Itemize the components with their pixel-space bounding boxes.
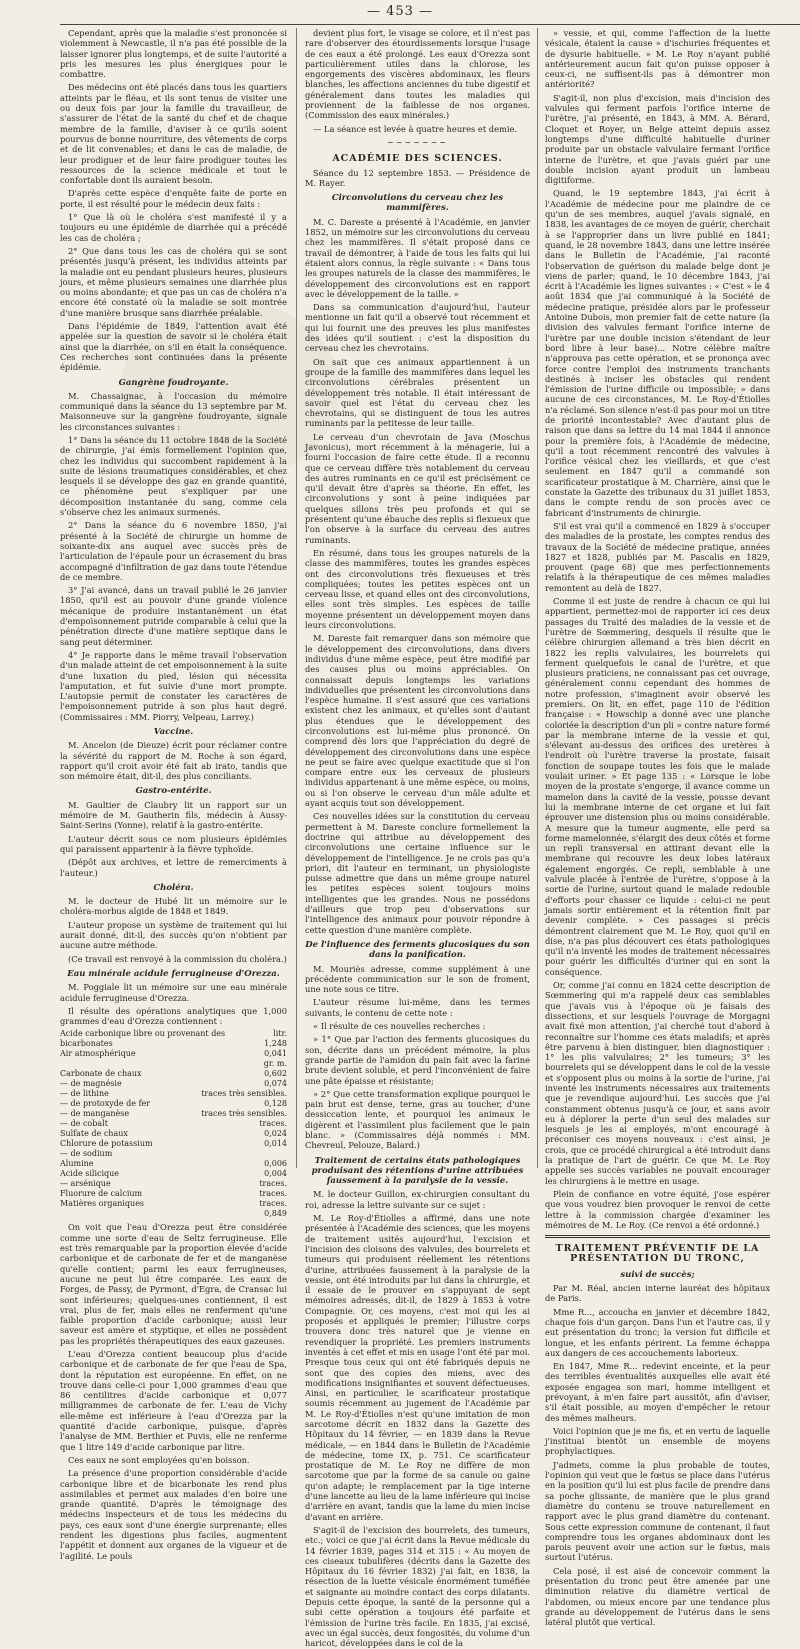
table-cell-value: litr.: [273, 1029, 287, 1039]
table-row: [60, 1049, 287, 1059]
column-left: [60, 28, 287, 1561]
table-cell-value: traces.: [259, 1199, 287, 1209]
paragraph: 1° Que là où le choléra s'est manifesté il y a toujours eu une épidémie de diarrhée qui a précédé les cas de choléra ;: [60, 212, 287, 243]
paragraph: Comme il est juste de rendre à chacun ce qui lui appartient, permettez-moi de rapporter ici ces deux passages du Traité des maladies de la vessie et de l'urètre de Sœmmering, desquels il résulte que le célèbre chirurgien allemand a très bien décrit en 1822 les replis valvulaires, les bourrelets qui ferment quelquefois le canal de l'urètre, et que plusieurs praticiens, ne connaissant pas cet ouvrage, généralement connu cependant des hommes de notre profession, s'imaginent avoir observé les premiers. On lit, en effet, page 110 de l'édition française : « Howschip a donné avec une planche coloriée la description d'un pli » contre nature formé par la membrane interne de la vessie et qui, s'élevant au-dessus des orifices des uretères à l'endroit où l'urètre traverse la prostate, faisait fonction de soupape toutes les fois que le malade voulait uriner. » Et page 135 : « Lorsque le lobe moyen de la prostate s'engorge, il avance comme un mamelon dans la cavité de la vessie, pousse devant lui la membrane interne de cet organe et lui fait éprouver une distension plus ou moins considérable. A mesure que la tumeur augmente, elle perd sa forme mamelonnée, s'élargit des deux côtés et forme un repli transversal en attirant devant elle la membrane qui recouvre les deux lobes latéraux également engorgés. Ce repli, semblable à une valvule placée à l'entrée de l'urètre, s'oppose à la sortie de l'urine, surtout quand le malade redouble d'efforts pour chasser ce liquide : celui-ci ne peut jamais sortir entièrement et la rétention finit par devenir complète. » Ces passages si précis démontrent clairement que M. Le Roy, quoi qu'il en dise, n'a pas plus découvert ces états pathologiques qu'il n'a inventé les modes de traitement nécessaires pour guérir les difficultés d'uriner qui en sont la conséquence.: [545, 596, 770, 977]
paragraph: M. Gaultier de Claubry lit un rapport sur un mémoire de M. Gautherin fils, médecin à Aussy-Saint-Serins (Yonne), relatif à la gastro-entérite.: [60, 799, 287, 831]
header-rule: [60, 24, 800, 25]
paragraph: S'agit-il de l'excision des bourrelets, des tumeurs, etc.; voici ce que j'ai écrit dans la Revue médicale du 14 février 1839, pages 314 et 315 : « Au moyen de ces ciseaux tubulifères (décrits dans la Gazette des Hôpitaux du 16 février 1832) j'ai fait, en 1838, la résection de la luette vésicale énormément tuméfiée et saignante au moindre contact des corps dilatants. Depuis cette époque, la santé de la personne qui a subi cette opération a toujours été parfaite et l'émission de l'urine très facile. En 1835, j'ai excisé, avec un égal succès, deux fongosités, du volume d'un haricot, développées dans le col de la: [305, 1524, 530, 1649]
page-number: — 453 —: [366, 4, 434, 19]
table-cell-value: gr. m.: [263, 1059, 287, 1069]
paragraph: Ces eaux ne sont employées qu'en boisson.: [68, 1454, 250, 1465]
section-heading-cholera: Choléra.: [153, 882, 194, 893]
paragraph: Cependant, après que la maladie s'est prononcée si violemment à Newcastle, il n'a pas été possible de la laisser ignorer plus longtemps, et de suite l'autorité a pris les mesures les plus énergiques pour le combattre.: [60, 28, 287, 80]
paragraph: M. Mouriès adresse, comme supplément à une précédente communication sur le son de froment, une note sous ce titre.: [305, 963, 530, 995]
table-cell-value: 0,014: [264, 1139, 287, 1149]
table-cell-label: Air atmosphérique: [60, 1049, 136, 1059]
paragraph: devient plus fort, le visage se colore, et il n'est pas rare d'observer des étourdissements lorsque l'usage de ces eaux a été prolongé. Les eaux d'Orezza sont particulièrement utiles dans la chlorose, les engorgements des viscères abdominaux, les fleurs blanches, les affections anciennes du tube digestif et généralement dans toutes les maladies qui proviennent de la faiblesse de nos organes. (Commission des eaux minérales.): [305, 28, 530, 121]
table-row: [60, 1079, 287, 1089]
paragraph: Dans sa communication d'aujourd'hui, l'auteur mentionne un fait qu'il a observé tout récemment et qui lui fournit une des preuves les plus manifestes des idées qu'il soutient : c'est la disposition du cerveau chez les chevrotains.: [305, 302, 530, 354]
session-line: Séance du 12 septembre 1853. — Présidence de M. Rayer.: [305, 167, 530, 188]
paragraph: M. le docteur de Hubé lit un mémoire sur le choléra-morbus algide de 1848 et 1849.: [60, 896, 287, 917]
paragraph: J'admets, comme la plus probable de toutes, l'opinion qui veut que le fœtus se place dans l'utérus en la position qu'il lui est plus facile de prendre dans sa poche glissante, de manière que le plus grand diamètre du contenu se trouve naturellement en rapport avec le plus grand diamètre du contenant. Sous cette expression commune de contenant, il faut comprendre tous les organes abdominaux dont les parois peuvent avoir une action sur le fœtus, mais surtout l'utérus.: [545, 1459, 770, 1563]
section-heading-circonvolutions: Circonvolutions du cerveau chez les mammifères.: [331, 193, 504, 214]
paragraph: Le cerveau d'un chevrotain de Java (Moschus Javonicus), mort récemment à la ménagerie, lui a fourni l'occasion de faire cette étude. Il a reconnu que ce cerveau diffère très notablement du cerveau des autres ruminants en ce qu'il est précisément ce qu'il devait être d'après sa théorie. En effet, les circonvolutions y sont à peine indiquées par quelques sillons très peu profonds et qui se présentent qu'une ébauche des replis si flexueux que l'on observe à la surface du cerveau des autres ruminants.: [305, 431, 530, 545]
table-cell-label: — arsénique: [60, 1179, 111, 1189]
paragraph: En résumé, dans tous les groupes naturels de la classe des mammifères, toutes les grandes espèces ont des circonvolutions très flexueuses et très compliquées; toutes les petites espèces ont un cerveau lisse, et quand elles ont des circonvolutions, elles sont très simples. Les espèces de taille moyenne présentent un développement moyen dans leurs circonvolutions.: [305, 547, 530, 631]
table-cell-label: bicarbonates: [60, 1039, 113, 1049]
table-cell-value: traces.: [259, 1119, 287, 1129]
paragraph: L'auteur résume lui-même, dans les termes suivants, le contenu de cette note :: [305, 997, 530, 1018]
section-heading-vaccine: Vaccine.: [153, 727, 194, 737]
table-cell-label: Carbonate de chaux: [60, 1069, 142, 1079]
paragraph: M. le docteur Guillon, ex-chirurgien consultant du roi, adresse la lettre suivante sur ce sujet :: [305, 1189, 530, 1210]
paragraph: — La séance est levée à quatre heures et demie.: [313, 123, 518, 134]
paragraph: Mme R..., accoucha en janvier et décembre 1842, chaque fois d'un garçon. Dans l'un et l'autre cas, il y eut présentation du tronc; la version fut difficile et longue, et les enfants périrent. La femme échappa aux dangers de ces accouchements laborieux.: [545, 1306, 770, 1358]
paragraph: Quand, le 19 septembre 1843, j'ai écrit à l'Académie de médecine pour me plaindre de ce qu'un de ses membres, auquel j'avais signalé, en 1838, les avantages de ce moyen de guérir, cherchait à se l'approprier dans un livre publié en 1841; quand, le 28 novembre 1843, dans une lettre insérée dans le Bulletin de l'Académie, j'ai raconté l'observation de guérison du malade belge dont je viens de parler; quand, le 10 décembre 1843, j'ai écrit à l'Académie les lignes suivantes : « C'est » le 4 août 1834 que j'ai communiqué à la Société de médecine pratique, présidée alors par le professeur Antoine Dubois, mon premier fait de cette nature (la division des valvules fermant l'orifice interne de l'urètre par une double incision s'étendant de leur bord libre à leur base)... Notre célèbre maître n'approuva pas cette opération, et se prononça avec force contre l'emploi des instruments tranchants destinés à inciser les obstacles qui rendent l'émission de l'urine difficile ou impossible; » dans aucune de ces circonstances, M. Le Roy-d'Étiolles n'a réclamé. Son silence n'est-il pas pour moi un titre de priorité incontestable? Avec d'autant plus de raison que dans sa lettre du 14 mai 1844 il annonce pour la première fois, à l'Académie de médecine, qu'il a tout récemment rencontré des valvules à l'orifice vésical chez les vieillards, et que c'est seulement en 1847 qu'il a commandé son scarificateur prostatique à M. Charrière, ainsi que le constate la Gazette des tribunaux du 31 juillet 1853, dans le compte rendu de son procès avec ce fabricant d'instruments de chirurgie.: [545, 188, 771, 518]
double-rule: [545, 1235, 770, 1238]
table-row: [60, 1089, 287, 1099]
column-middle: [305, 28, 530, 1649]
table-cell-label: Acide silicique: [60, 1169, 120, 1179]
table-cell-value: 0,041: [264, 1049, 287, 1059]
paragraph: Dans l'épidémie de 1849, l'attention avait été appelée sur la question de savoir si le choléra était ainsi que la diarrhée, on s'il en était la conséquence. Ces recherches sont continuées dans la présente épidémie.: [60, 321, 287, 373]
column-divider: [537, 28, 538, 1168]
paragraph: Ces nouvelles idées sur la constitution du cerveau permettent à M. Dareste conclure formellement la doctrine qui attribue au développement des circonvolutions une certaine influence sur le développement de l'intelligence. Je ne crois pas qu'a priori, dit l'auteur en terminant, un physiologiste puisse admettre que dans un même groupe naturel les petites espèces soient toujours moins intelligentes que les grandes. Nous ne possédons d'ailleurs que trop peu d'observations sur l'intelligence des animaux pour pouvoir répondre à cette question d'une manière complète.: [305, 811, 530, 935]
table-row: [60, 1179, 287, 1189]
table-row: [60, 1169, 287, 1179]
paragraph: S'agit-il, non plus d'excision, mais d'incision des valvules qui ferment parfois l'orifice interne de l'urètre, j'ai présenté, en 1843, à MM. A. Bérard, Cloquet et Royer, un Belge atteint depuis assez longtemps d'une difficulté habituelle d'uriner produite par un obstacle valvulaire fermant l'orifice interne de l'urètre, et que j'avais guéri par une double incision ayant produit un lambeau digitiforme.: [545, 92, 770, 186]
paragraph: L'auteur décrit sous ce nom plusieurs épidémies qui paraissent appartenir à la fièvre typhoïde.: [60, 833, 287, 854]
table-cell-value: 0,004: [264, 1169, 287, 1179]
table-cell-value: 0,849: [264, 1209, 287, 1219]
paragraph: 1° Dans la séance du 11 octobre 1848 de la Société de chirurgie, j'ai émis formellement l'opinion que, chez les individus qui succombent rapidement à la suite de lésions traumatiques considérables, et chez lesquels il se développe des gaz en grande quantité, ce phénomène peut s'expliquer par une décomposition instantanée du sang, comme cela s'observe chez les animaux surmenés.: [60, 434, 287, 518]
table-row: [60, 1139, 287, 1149]
paragraph: M. Poggiale lit un mémoire sur une eau minérale acidule ferrugineuse d'Orezza.: [60, 982, 287, 1003]
table-cell-label: — de magnésie: [60, 1079, 122, 1089]
table-cell-value: traces très sensibles.: [201, 1109, 287, 1119]
table-cell-label: — de protoxyde de fer: [60, 1099, 151, 1109]
ornament-divider: ~~~~~~~: [387, 137, 448, 147]
section-heading-ferments: De l'influence des ferments glucosiques du son dans la panification.: [305, 939, 530, 961]
table-cell-label: Fluorure de calcium: [60, 1189, 143, 1199]
paragraph: La présence d'une proportion considérable d'acide carbonique libre et de bicarbonate les rend plus assimilables et permet aux malades d'en boire une grande quantité. D'après le témoignage des médecins inspecteurs et de tous les médecins du pays, ces eaux sont d'une énergie surprenante; elles rendent les digestions plus faciles, augmentent l'appétit et donnent aux organes de la vigueur et de l'agilité. Le pouls: [60, 1468, 287, 1561]
table-cell-label: Sulfate de chaux: [60, 1129, 128, 1139]
paragraph: (Dépôt aux archives, et lettre de remerciments à l'auteur.): [60, 857, 287, 878]
paragraph: Des médecins ont été placés dans tous les quartiers atteints par le fléau, et ils sont tenus de visiter une ou deux fois par jour la famille du travailleur, de s'assurer de l'état de la santé du chef et de chaque membre de la famille, d'aviser à ce qu'ils soient pourvus de bonne nourriture, des vêtements de corps et de lit convenables; et dans le cas de maladie, de leur prodiguer et de leur faire prodiguer toutes les ressources de la science médicale et tout le confortable dont ils auraient besoin.: [60, 82, 287, 186]
section-title-traitement: TRAITEMENT PRÉVENTIF DE LA PRÉSENTATION DU TRONC,: [555, 1243, 760, 1265]
table-cell-value: 0,006: [264, 1159, 287, 1169]
paragraph: M. Le Roy-d'Étiolles a affirmé, dans une note présentée à l'Académie des sciences, que les moyens de traitement usités aujourd'hui, l'excision et l'incision des cloisons des valvules, des bourrelets et tumeurs qui produisent réellement les rétentions d'urine, attribuées faussement à la paralysie de la vessie, ont été introduits par lui dans la chirurgie, et il essaie de le prouver en s'appuyant de sept mémoires adressés, dit-il, de 1829 à 1853 à votre Compagnie. Or, ces moyens, c'est moi qui les ai proposés et appliqués le premier; l'illustre corps trouvera donc très naturel que je vienne en revendiquer la propriété. Les premiers instruments inventés à cet effet et mis en usage l'ont été par moi. Presque tous ceux qui ont été fabriqués depuis ne sont que des copies des miens, avec des modifications insignifiantes et souvent défectueuses. Ainsi, en particulier, le scarificateur prostatique soumis récemment au jugement de l'Académie par M. Le Roy-d'Étiolles n'est qu'une imitation de mon sarcotome décrit en 1832 dans la Gazette des Hôpitaux du 14 février, — en 1839 dans la Revue médicale, — en 1844 dans le Bulletin de l'Académie de médecine, tome IX, p. 751. Ce scarificateur prostatique de M. Le Roy ne diffère de mon sarcotome que par la forme de sa canule ou gaine qu'on adapte; le remplacement par la tige interne d'une lancette au lieu de la lame inférieure qui incise d'arrière en avant, tandis que la lame du mien incise d'avant en arrière.: [305, 1213, 530, 1522]
table-cell-value: traces.: [259, 1179, 287, 1189]
table-row: [60, 1069, 287, 1079]
section-title-academie: ACADÉMIE DES SCIENCES.: [332, 153, 503, 165]
paragraph: » vessie, et qui, comme l'affection de la luette vésicale, étaient la cause » d'ischuries fréquentes et de dysurie habituelle. » M. Le Roy n'ayant publié antérieurement aucun fait qu'on puisse opposer à ceux-ci, ne suffisent-ils pas à démontrer mon antériorité?: [545, 28, 770, 90]
paragraph: 2° Dans la séance du 6 novembre 1850, j'ai présenté à la Société de chirurgie un homme de soixante-dix ans auquel avec succès près de l'articulation de l'épaule pour un écrasement du bras accompagné d'infiltration de gaz dans toute l'étendue de ce membre.: [60, 520, 287, 582]
paragraph: En 1847, Mme R... redevint enceinte, et la peur des terribles éventualités auxquelles elle avait été exposée engagea son mari, homme intelligent et prévoyant, à m'en faire part aussitôt, afin d'aviser, s'il était possible, au moyen d'empêcher le retour des mêmes malheurs.: [545, 1361, 770, 1423]
paragraph: M. Ancelon (de Dieuze) écrit pour réclamer contre la sévérité du rapport de M. Roche à son égard, rapport qu'il croit avoir été fait ab irato, tandis que son mémoire était, dit-il, des plus conciliants.: [60, 740, 287, 782]
table-cell-value: 0,024: [264, 1129, 287, 1139]
table-row: [60, 1209, 287, 1219]
table-cell-value: 0,602: [264, 1069, 287, 1079]
table-cell-label: Chlorure de potassium: [60, 1139, 153, 1149]
section-subtitle: suivi de succès;: [620, 1269, 695, 1280]
table-row: [60, 1149, 287, 1159]
table-cell-value: 1,248: [264, 1039, 287, 1049]
table-row: [60, 1099, 287, 1109]
paragraph: M. Dareste fait remarquer dans son mémoire que le développement des circonvolutions, dans divers individus d'une même espèce, peut être modifié par des causes plus ou moins appréciables. On connaissait depuis longtemps les variations individuelles que présentent les circonvolutions dans l'espèce humaine. Il s'est assuré que ces variations existent chez les animaux, et qu'elles sont d'autant plus étendues que le développement des circonvolutions est lui-même plus prononcé. On comprend dès lors que l'appréciation du degré de développement des circonvolutions dans une espèce ne peut se faire avec quelque exactitude que si l'on compare entre eux les cerveaux de plusieurs individus appartenant à une même espèce, ou moins, ou si l'on observe le cerveau d'un mâle adulte et ayant acquis tout son développement.: [305, 633, 530, 809]
paragraph: (Ce travail est renvoyé à la commission du choléra.): [68, 953, 287, 964]
paragraph: 4° Je rapporte dans le même travail l'observation d'un malade atteint de cet empoisonnement à la suite d'une luxation du pied, lésion qui nécessita l'amputation, et fut suivie d'une mort prompte. L'autopsie permit de constater les caractères de l'empoisonnement putride à son plus haut degré. (Commissaires : MM. Piorry, Velpeau, Larrey.): [60, 649, 287, 722]
table-cell-label: Matières organiques: [60, 1199, 145, 1209]
table-row: [60, 1189, 287, 1199]
table-row: [60, 1109, 287, 1119]
paragraph: Il résulte des opérations analytiques que 1,000 grammes d'eau d'Orezza contiennent :: [60, 1005, 287, 1027]
table-cell-label: Acide carbonique libre ou provenant des: [60, 1029, 226, 1039]
table-cell-label: — de manganèse: [60, 1109, 130, 1119]
paragraph: Cela posé, il est aisé de concevoir comment la présentation du tronc peut être amenée par une diminution relative du diamètre vertical de l'abdomen, ou mieux encore par une tendance plus grande au développement de l'utérus dans le sens latéral plutôt que vertical.: [545, 1565, 770, 1628]
section-heading-gangrene: Gangrène foudroyante.: [118, 377, 229, 388]
paragraph: » 2° Que cette transformation explique pourquoi le pain brut est dense, terne, gras au toucher, d'une dessiccation lente, et pourquoi les animaux le digèrent et l'assimilent plus facilement que le pain blanc. » (Commissaires déjà nommés : MM. Chevreul, Pelouze, Balard.): [305, 1088, 530, 1151]
paragraph: L'eau d'Orezza contient beaucoup plus d'acide carbonique et de carbonate de fer que l'eau de Spa, dont la réputation est européenne. En effet, on ne trouve dans celle-ci pour 1,000 grammes d'eau que 86 centilitres d'acide carbonique et 0,077 milligrammes de carbonate de fer. L'eau de Vichy elle-même est inférieure à l'eau d'Orezza par la quantité d'acide carbonique, puisque, d'après l'analyse de MM. Berthier et Puvis, elle ne renferme que 1 litre 149 d'acide carbonique par litre.: [60, 1348, 287, 1452]
table-cell-label: — de lithine: [60, 1089, 109, 1099]
byline: Par M. Réal, ancien interne lauréat des hôpitaux de Paris.: [545, 1283, 770, 1304]
table-cell-value: traces très sensibles.: [201, 1089, 287, 1099]
analysis-table: [60, 1029, 287, 1219]
table-row: [60, 1029, 287, 1039]
table-cell-value: traces.: [259, 1189, 287, 1199]
table-cell-label: — de cobalt: [60, 1119, 108, 1129]
table-row: [60, 1129, 287, 1139]
paragraph: Voici l'opinion que je me fis, et en vertu de laquelle j'instituai bientôt un ensemble de moyens prophylactiques.: [545, 1425, 770, 1457]
column-divider: [296, 28, 297, 1168]
paragraph: On sait que ces animaux appartiennent à un groupe de la famille des mammifères dans lequel les circonvolutions cérébrales présentent un développement très notable. Il était intéressant de savoir quel est l'état du cerveau chez les chevrotains, qui se distinguent de tous les autres ruminants par la petitesse de leur taille.: [305, 356, 530, 429]
section-heading-retention: Traitement de certains états pathologiques produisant des rétentions d'urine attribuées faussement à la paralysie de la vessie.: [311, 1155, 524, 1187]
paragraph: D'après cette espèce d'enquête faite de porte en porte, il est résulté pour le médecin deux faits :: [60, 188, 287, 209]
paragraph: 2° Que dans tous les cas de choléra qui se sont présentés jusqu'à présent, les individus atteints par la maladie ont eu pendant plusieurs heures, plusieurs jours, et même plusieurs semaines une diarrhée plus ou moins abondante; et que pas un cas de choléra n'a encore été constaté où la maladie se soit montrée d'une manière brusque sans diarrhée préalable.: [60, 245, 287, 318]
table-row: [60, 1039, 287, 1049]
paragraph: Plein de confiance en votre équité, j'ose espérer que vous voudrez bien provoquer le renvoi de cette lettre à la commission chargée d'examiner les mémoires de M. Le Roy. (Ce renvoi a été ordonné.): [545, 1188, 770, 1230]
paragraph: M. C. Dareste a présenté à l'Académie, en janvier 1852, un mémoire sur les circonvolutions du cerveau chez les mammifères. Il s'était proposé dans ce travail de démontrer, à l'aide de tous les faits qui lui étaient alors connus, la règle suivante : « Dans tous les groupes naturels de la classe des mammifères, le développement des circonvolutions est en rapport avec le développement de la taille. »: [305, 216, 530, 299]
table-row: [60, 1199, 287, 1209]
table-row: [60, 1159, 287, 1169]
table-row: [60, 1119, 287, 1129]
table-cell-label: — de sodium: [60, 1149, 113, 1159]
paragraph: « Il résulte de ces nouvelles recherches :: [313, 1021, 486, 1032]
column-right: [545, 28, 771, 1628]
paragraph: L'auteur propose un système de traitement qui lui aurait donné, dit-il, des succès qu'on n'obtient par aucune autre méthode.: [60, 919, 287, 951]
section-heading-orezza: Eau minérale acidule ferrugineuse d'Orezza.: [67, 968, 280, 979]
paragraph: M. Chassaignac, à l'occasion du mémoire communiqué dans la séance du 13 septembre par M. Maisonneuve sur la gangrène foudroyante, signale les circonstances suivantes :: [60, 390, 287, 432]
paragraph: » 1° Que par l'action des ferments glucosiques du son, décrite dans un précédent mémoire, la plus grande partie de l'amidon du pain fait avec la farine brute devient soluble, et perd l'inconvénient de faire une pâte épaisse et résistante;: [305, 1034, 530, 1086]
table-cell-value: 0,128: [264, 1099, 287, 1109]
table-row: [60, 1059, 287, 1069]
section-heading-gastro: Gastro-entérite.: [135, 786, 212, 797]
table-cell-label: Alumine: [60, 1159, 94, 1169]
paragraph: On voit que l'eau d'Orezza peut être considérée comme une sorte d'eau de Seltz ferrugineuse. Elle est très remarquable par la proportion élevée d'acide carbonique et de carbonate de fer et de manganèse qu'elle contient; parmi les eaux ferrugineuses, aucune ne peut lui être comparée. Les eaux de Forges, de Passy, de Pyrmont, d'Egra, de Cransac lui sont inférieures; quelques-unes contiennent, il est vrai, plus de fer, mais elles ne renferment qu'une faible proportion d'acide carbonique; aussi leur saveur est amère et styptique, et elles ne possèdent pas les propriétés thérapeutiques des eaux gazeuses.: [60, 1222, 287, 1346]
table-cell-value: 0,074: [264, 1079, 287, 1089]
paragraph: Or, comme j'ai connu en 1824 cette description de Sœmmering qui m'a rappelé deux cas semblables que j'avais vus à l'époque où je faisais des dissections, et sur lesquels l'ouvrage de Morgagni avait fixé mon attention, j'ai cherché tout d'abord à reconnaître sur l'homme ces états maladifs; et après être parvenu à bien distinguer, bien diagnostiquer : 1° les plis valvulaires; 2° les tumeurs; 3° les bourrelets qui se développent dans le col de la vessie et s'opposent plus ou moins à la sortie de l'urine, j'ai inventé les instruments nécessaires aux traitements que je revendique aujourd'hui. Les succès que j'ai constamment obtenus jusqu'à ce jour, et sans avoir eu à déplorer la perte d'un seul des malades sur lesquels je les ai employés, m'ont encouragé à préconiser ces moyens nouveaux : c'est ainsi, je crois, que ce procédé chirurgical a été introduit dans la pratique de l'art de guérir. Ce que M. Le Roy appelle ses succès variables ne pouvait encourager les chirurgiens à le mettre en usage.: [545, 980, 770, 1186]
paragraph: S'il est vrai qu'il a commencé en 1829 à s'occuper des maladies de la prostate, les comptes rendus des travaux de la Société de médecine pratique, années 1827 et 1828, publiés par M. Pascalis en 1829, prouvent (page 68) que mes perfectionnements relatifs à la thérapeutique de ces mêmes maladies remontent au delà de 1827.: [545, 520, 770, 593]
paragraph: 3° J'ai avancé, dans un travail publié le 26 janvier 1850, qu'il est au pouvoir d'une grande violence mécanique de produire instantanément un état d'empoisonnement putride comparable à celui que la pénétration directe d'une matière septique dans le sang peut déterminer.: [60, 585, 287, 647]
